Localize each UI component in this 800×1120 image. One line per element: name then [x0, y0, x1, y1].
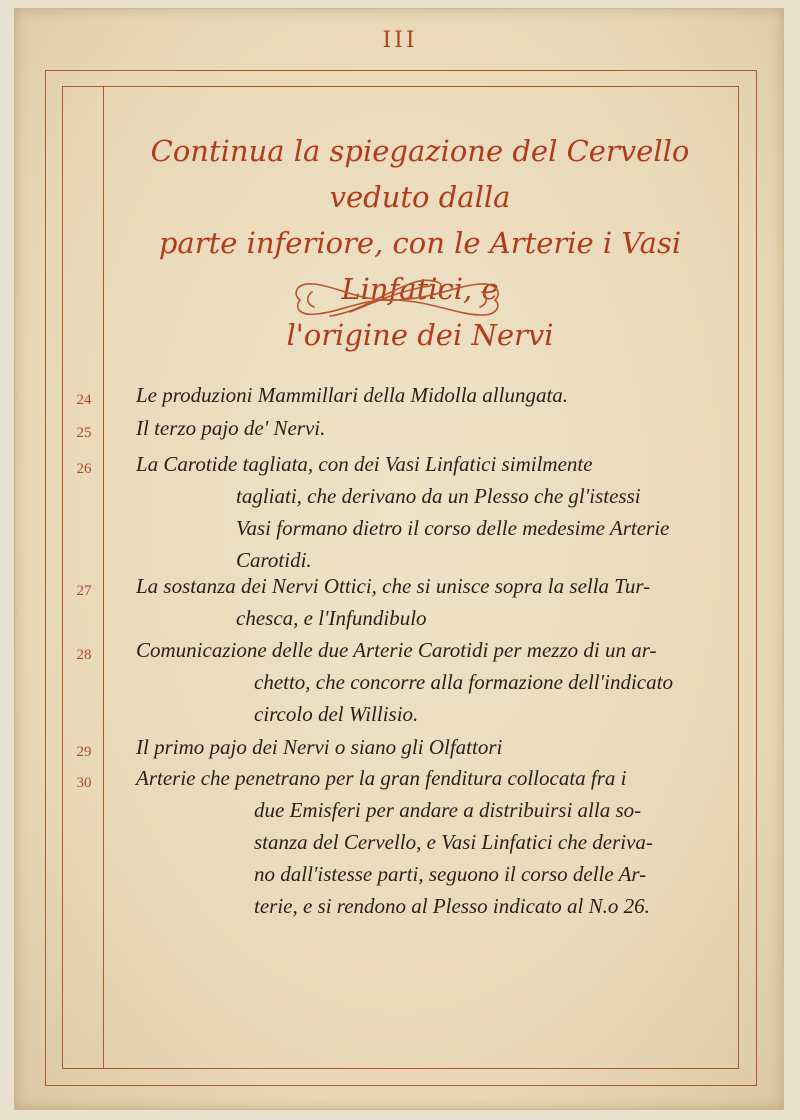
- title-line: Continua la spiegazione del Cervello veduto dalla: [150, 134, 690, 214]
- entry-number: 24: [76, 392, 92, 408]
- entry-number: 27: [76, 583, 92, 599]
- entry-text-line: stanza del Cervello, e Vasi Linfatici che deriva-: [254, 830, 653, 854]
- title-line: parte inferiore, con le Arterie i Vasi Linfatici, e: [158, 226, 682, 306]
- entry-number: 25: [76, 425, 92, 441]
- entry-text-line: Carotidi.: [236, 548, 312, 572]
- entry-text-line: chesca, e l'Infundibulo: [236, 606, 427, 630]
- entry-number: 30: [76, 775, 92, 791]
- margin-rule: [103, 86, 104, 1069]
- entry-text-line: Vasi formano dietro il corso delle medesime Arterie: [236, 516, 670, 540]
- entry-text-line: circolo del Willisio.: [254, 702, 419, 726]
- entry-text-line: Il primo pajo dei Nervi o siano gli Olfattori: [136, 735, 503, 759]
- entry-number: 26: [76, 461, 92, 477]
- calligraphic-flourish-ornament: [290, 272, 505, 328]
- entry-text-line: Comunicazione delle due Arterie Carotidi per mezzo di un ar-: [136, 638, 657, 662]
- entry-number: 28: [76, 647, 92, 663]
- entry-text-line: due Emisferi per andare a distribuirsi alla so-: [254, 798, 642, 822]
- entry-text-line: La Carotide tagliata, con dei Vasi Linfatici similmente: [136, 452, 593, 476]
- entry-text-line: Il terzo pajo de' Nervi.: [136, 416, 326, 440]
- title-line: l'origine dei Nervi: [286, 318, 554, 352]
- entry-text-line: La sostanza dei Nervi Ottici, che si unisce sopra la sella Tur-: [136, 574, 651, 598]
- entry-text-line: tagliati, che derivano da un Plesso che gl'istessi: [236, 484, 641, 508]
- page-number: III: [382, 28, 418, 53]
- entry-text-line: Arterie che penetrano per la gran fenditura collocata fra i: [136, 766, 627, 790]
- entry-number: 29: [76, 744, 92, 760]
- entry-text-line: chetto, che concorre alla formazione dell'indicato: [254, 670, 673, 694]
- entry-text-line: no dall'istesse parti, seguono il corso delle Ar-: [254, 862, 647, 886]
- entry-text-line: terie, e si rendono al Plesso indicato al N.o 26.: [254, 894, 650, 918]
- entry-text-line: Le produzioni Mammillari della Midolla allungata.: [136, 383, 569, 407]
